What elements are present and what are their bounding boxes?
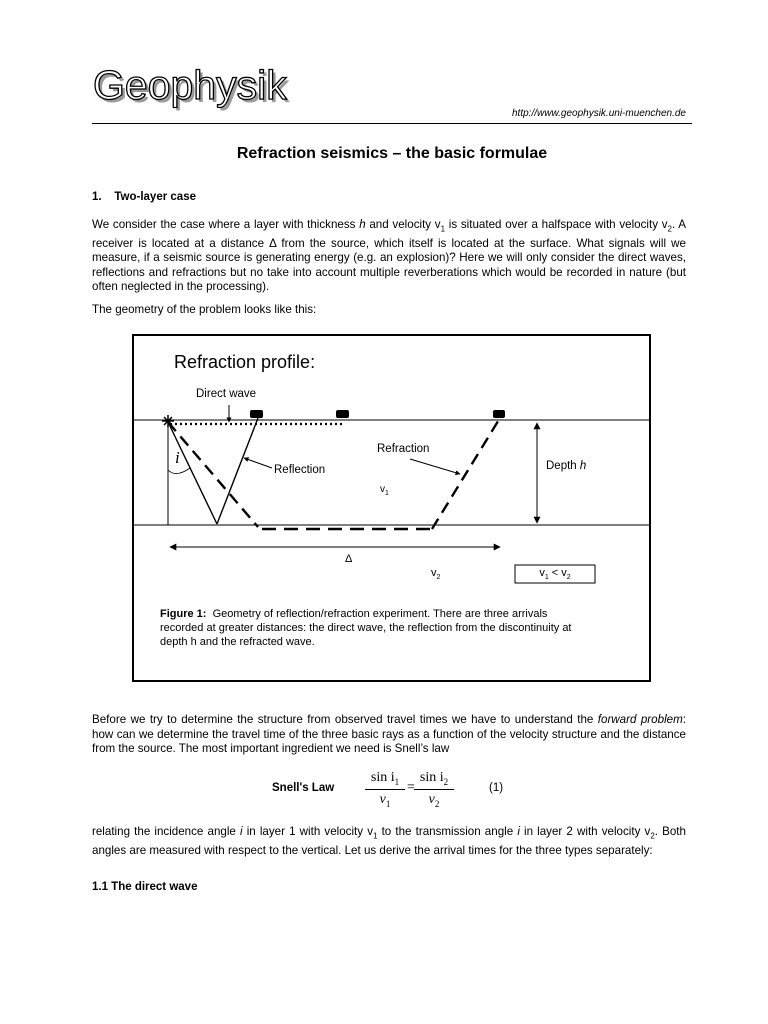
logo: Geophysik [93,62,287,108]
reflection-ray-up [217,418,258,524]
equals-sign: = [407,780,415,795]
text-run: and velocity v [365,218,441,231]
subscript: 2 [443,776,449,787]
subscript: 2 [434,798,440,809]
numerator [365,770,405,790]
refraction-ray-down [168,422,258,527]
subscript: 1 [544,574,549,582]
numerator [414,770,454,790]
subscript: 2 [436,574,441,582]
subsection-heading: 1.1 The direct wave [92,881,198,893]
text-run: v [428,791,435,807]
depth-label [546,460,586,472]
velocity-condition [515,567,595,581]
subscript: 1 [385,798,391,809]
subscript: 1 [394,776,400,787]
angle-label: i [175,448,180,467]
text-run: : how can we determine the travel time of the three basic rays as a function of the velocity structure and the distance from the source. The most important ingredient we need is Snell’s law [92,713,686,755]
text-run: in layer 1 with velocity v [242,825,373,838]
text-run: is situated over a halfspace with velocity v [445,218,668,231]
denominator [365,790,405,809]
text-run: relating the incidence angle [92,825,240,838]
text-run: to the transmission angle [377,825,518,838]
text-run: sin i [370,770,395,785]
snell-law-label: Snell's Law [272,782,335,794]
direct-wave-label: Direct wave [196,388,257,400]
caption-label: Figure 1: [160,608,207,620]
text-run: Before we try to determine the structure from observed travel times we have to understand the [92,713,598,726]
depth-symbol: h [579,460,587,472]
text-run: in layer 2 with velocity v [519,825,651,838]
subscript: 1 [440,224,446,234]
equation-number: (1) [489,782,504,794]
receiver-icon [493,410,505,418]
caption-text: Geometry of reflection/refraction experiment. There are three arrivals recorded at greater distances: the direct wave, the reflection from the discontinuity at depth h and the refracted wave. [160,608,572,648]
forward-problem-paragraph [92,713,686,757]
fraction-left [365,770,405,809]
angle-arc [168,468,190,474]
angle-symbol: i [240,825,243,838]
subscript: 2 [566,574,571,582]
subscript: 2 [667,224,672,234]
text-run: v [379,791,386,807]
subscript: 2 [650,831,655,841]
snell-explanation-paragraph [92,825,686,858]
receiver-icon [336,410,349,418]
subscript: 1 [373,831,378,841]
text-run: . A receiver is located at a distance [92,218,687,250]
figure-heading: Refraction profile: [174,352,316,372]
v1-label [380,484,389,497]
header-url[interactable]: http://www.geophysik.uni-muenchen.de [512,108,686,119]
fraction-right [414,770,454,809]
text-run: . Both angles are measured with respect to the vertical. Let us derive the arrival times for the three types separately: [92,825,686,857]
text-run: We consider the case where a layer with thickness [92,218,360,231]
page-title: Refraction seismics – the basic formulae [236,145,548,162]
refraction-ray-up [432,418,500,529]
emphasis: forward problem [597,713,683,726]
text-run: v [431,567,437,579]
text-run: < v [548,567,567,579]
subscript: 1 [385,490,389,497]
text-run: v [380,484,385,495]
delta-symbol: Δ [269,236,277,250]
reflection-label: Reflection [274,464,326,476]
refraction-label: Refraction [377,443,430,455]
reflection-pointer [244,458,272,468]
text-run: h [359,218,366,231]
delta-label: Δ [345,553,353,565]
angle-symbol: i [517,825,520,838]
section-title: Two-layer case [114,191,196,203]
v2-label [431,567,440,581]
text-run: from the source, which itself is located at the surface. What signals will we measure, if a seismic source is generating energy (e.g. an explosion)? Here we will only consider the direct waves, reflections and refractions but no take into account multiple reverberations which would be recorded in nature (but often neglected in the processing). [92,236,686,294]
geometry-intro: The geometry of the problem looks like this: [92,303,317,316]
reflection-ray-down [168,422,217,524]
text-run: v [539,567,545,579]
text-run: Depth [546,460,580,472]
receiver-icon [250,410,263,418]
refraction-pointer [410,459,460,474]
denominator [414,790,454,809]
figure-caption [160,607,580,649]
section-number: 1. [92,191,102,203]
text-run: sin i [419,770,444,785]
